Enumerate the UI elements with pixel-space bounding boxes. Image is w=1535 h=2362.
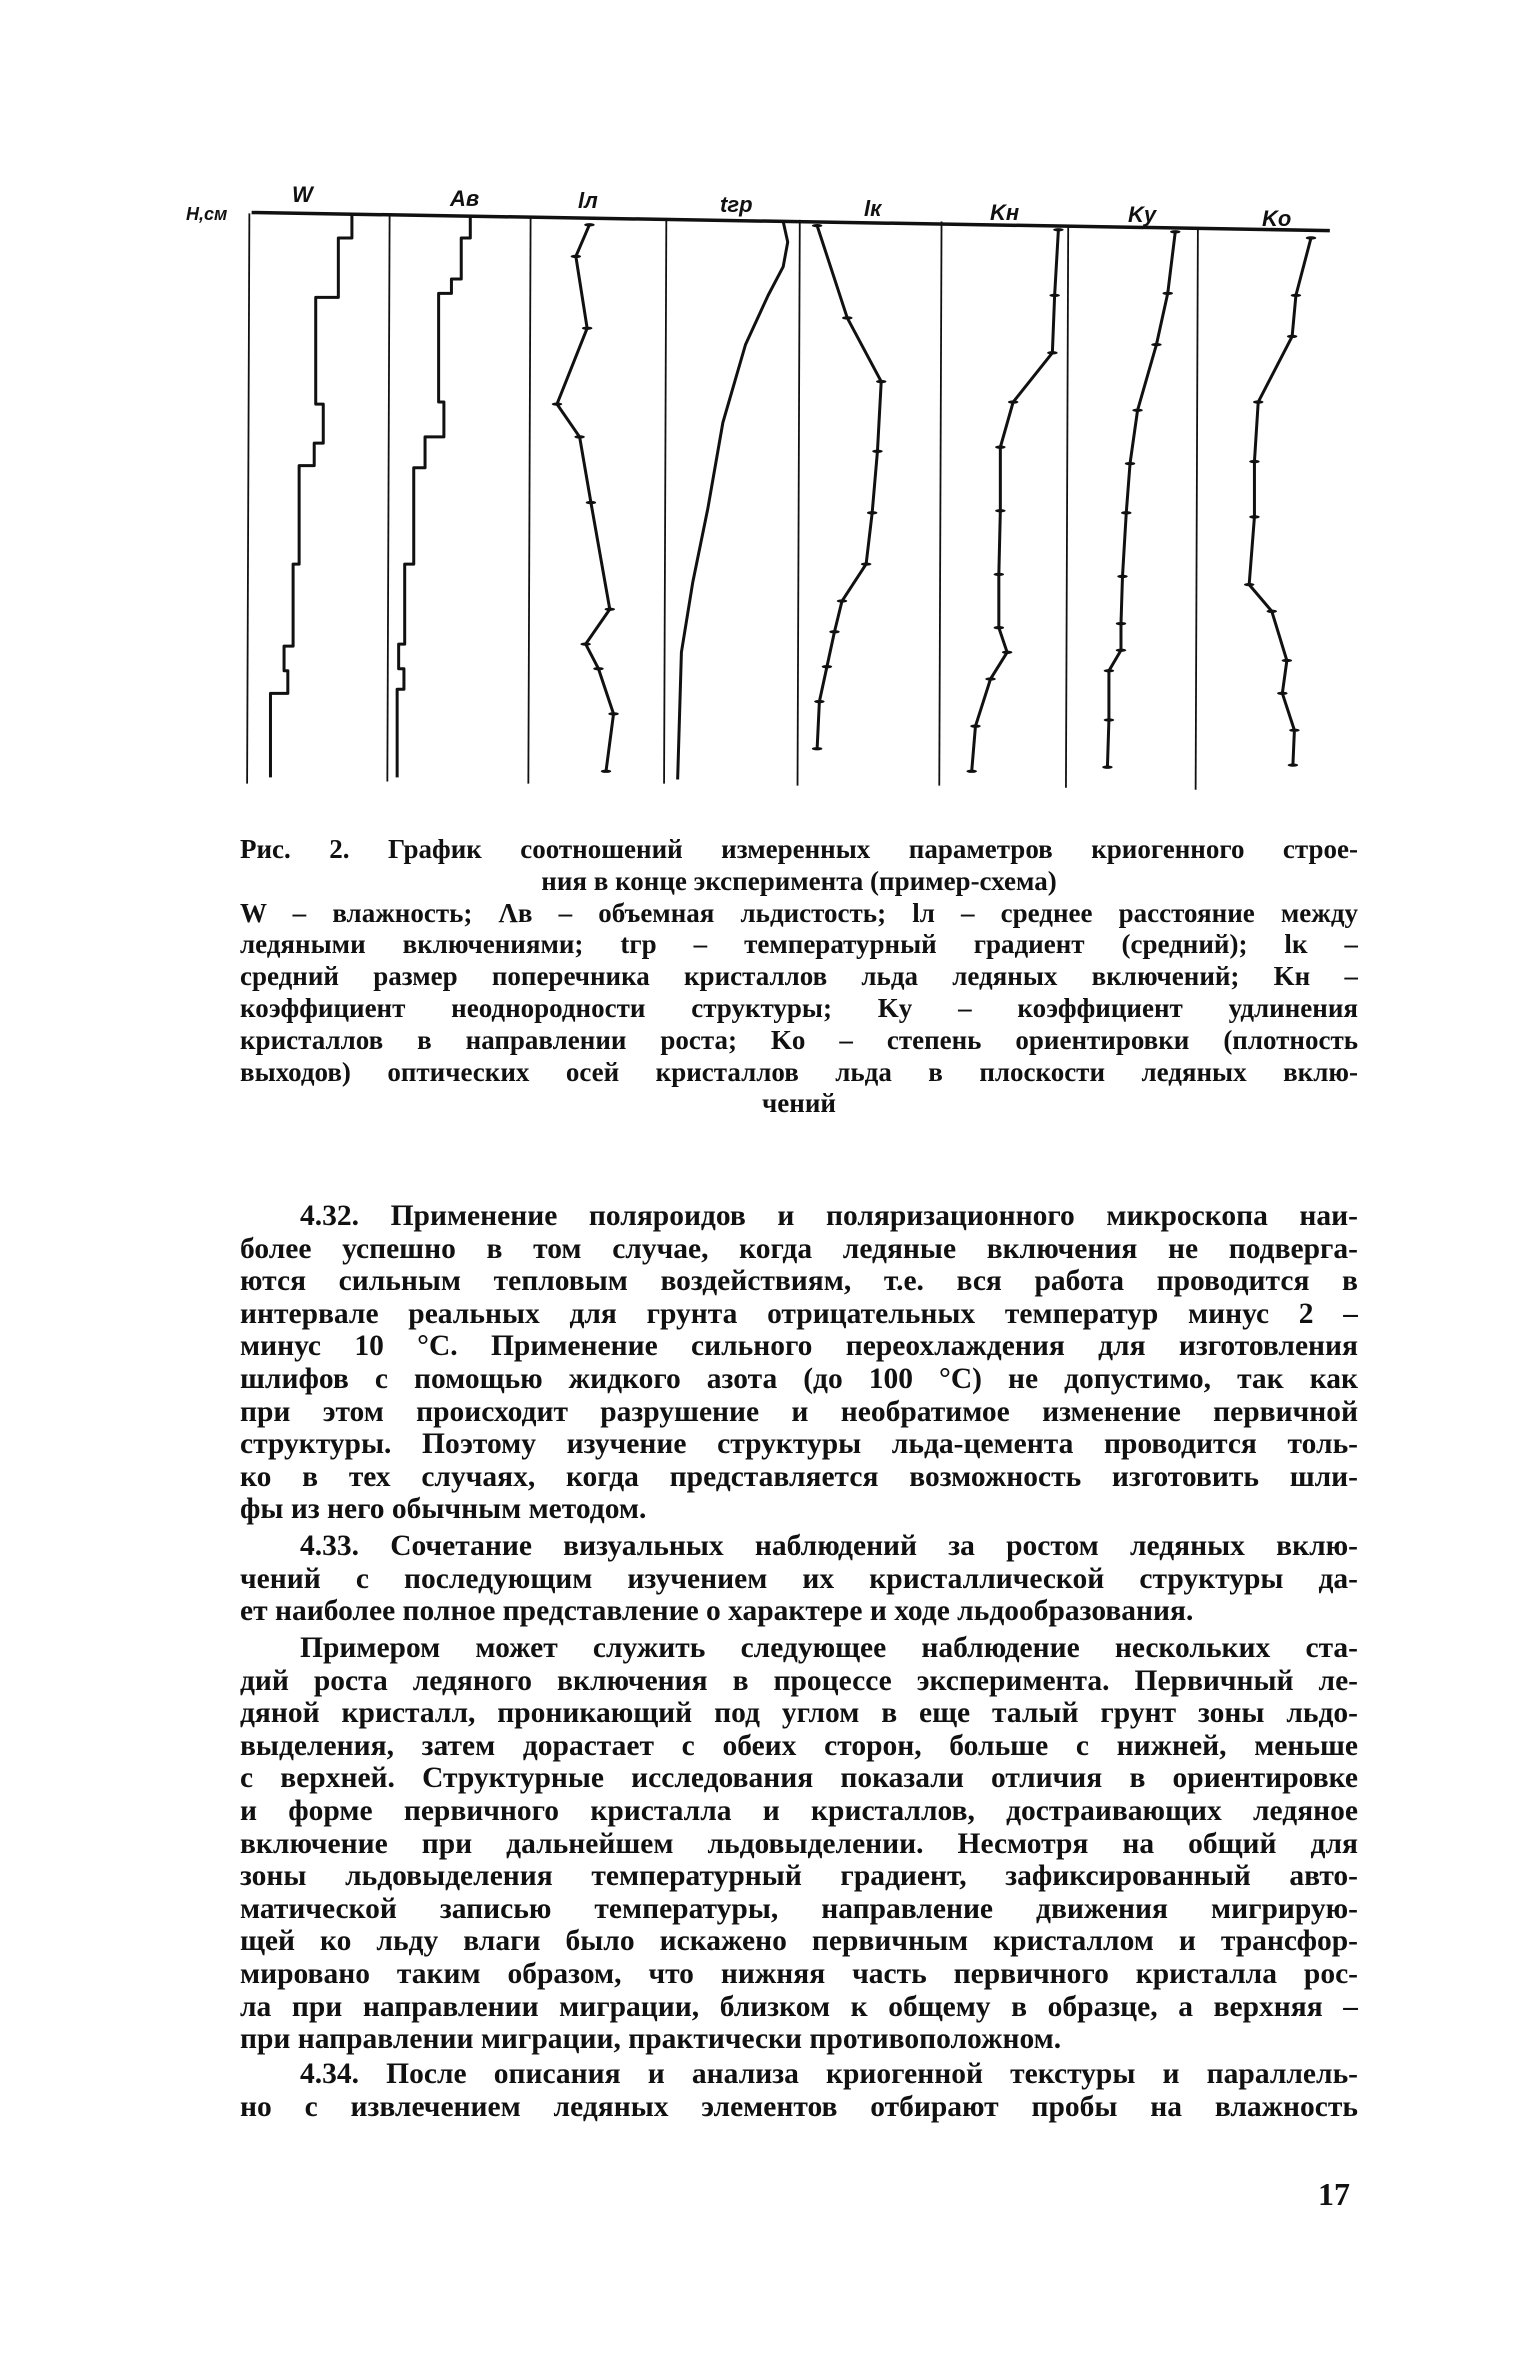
text-line: включение при дальнейшем льдовыделении. Несмотря на общий для — [240, 1827, 1358, 1860]
data-point — [872, 450, 883, 453]
data-point — [1008, 400, 1019, 403]
column-baseline — [664, 218, 666, 783]
caption-legend-line: средний размер поперечника кристаллов льда ледяных включений; Kн – — [240, 961, 1358, 992]
text-line: минус 10 °С. Применение сильного переохлаждения для изготовления — [240, 1330, 1358, 1363]
text-line: дяной кристалл, проникающий под углом в еще талый грунт зоны льдо- — [240, 1697, 1358, 1730]
column-label-ky: Kу — [1128, 202, 1157, 227]
paragraph-4-32 — [240, 1200, 1358, 1526]
data-point — [593, 667, 604, 670]
curve-ab — [397, 217, 470, 777]
data-point — [994, 573, 1005, 576]
data-point — [1289, 729, 1300, 732]
caption-legend-line: выходов) оптических осей кристаллов льда в плоскости ледяных вклю- — [240, 1056, 1358, 1087]
data-point — [586, 501, 597, 504]
column-baseline — [387, 215, 389, 782]
text-line: более успешно в том случае, когда ледяные включения не подверга- — [240, 1232, 1358, 1265]
data-point — [1277, 692, 1288, 695]
text-line: чений с последующим изучением их кристаллической структуры да- — [240, 1562, 1358, 1595]
text-line: 4.33. Сочетание визуальных наблюдений за ростом ледяных вклю- — [300, 1530, 1358, 1562]
data-point — [812, 224, 823, 227]
data-point — [1170, 230, 1181, 233]
data-point — [1267, 610, 1278, 613]
data-point — [580, 642, 591, 645]
column-baseline — [528, 217, 530, 784]
data-point — [995, 446, 1006, 449]
data-point — [608, 712, 619, 715]
paragraph-example — [240, 1632, 1358, 2056]
text-line: выделения, затем дорастает с обеих сторон, больше с нижней, меньше — [240, 1729, 1358, 1762]
data-point — [574, 435, 585, 438]
data-point — [1116, 622, 1127, 625]
data-point — [1132, 409, 1143, 412]
text-line: матической записью температуры, направление движения мигрирую- — [240, 1892, 1358, 1925]
data-point — [1162, 292, 1173, 295]
caption-legend-line: ледяными включениями; tгр – температурный градиент (средний); lк – — [240, 929, 1358, 960]
data-point — [812, 747, 823, 750]
data-point — [814, 700, 825, 703]
column-baseline — [1196, 228, 1198, 790]
data-point — [552, 402, 563, 405]
data-point — [1288, 763, 1299, 766]
paragraph-4-33 — [240, 1530, 1358, 1628]
text-line: дий роста ледяного включения в процессе эксперимента. Первичный ле- — [240, 1664, 1358, 1697]
data-point — [1291, 294, 1302, 297]
data-point — [1306, 236, 1317, 239]
column-label-ko: Kо — [1262, 206, 1292, 231]
column-label-ab: Aв — [450, 186, 480, 211]
curve-tgr — [678, 222, 788, 780]
data-point — [842, 316, 853, 319]
data-point — [1287, 335, 1298, 338]
page-number: 17 — [1318, 2176, 1350, 2212]
data-point — [1249, 460, 1260, 463]
text-line: при направлении миграции, практически противоположном. — [240, 2023, 1062, 2056]
curve-lk — [817, 226, 881, 749]
caption-legend-line: коэффициент неоднородности структуры; Kу – коэффициент удлинения — [240, 992, 1358, 1023]
caption-title-line: Рис. 2. График соотношений измеренных параметров криогенного строе- — [240, 834, 1358, 864]
paragraph-4-34 — [240, 2058, 1358, 2123]
caption-legend-line: кристаллов в направлении роста; Kо – степень ориентировки (плотность — [240, 1024, 1358, 1055]
data-point — [1121, 511, 1132, 514]
data-point — [1244, 583, 1255, 586]
column-label-w: W — [292, 182, 313, 207]
text-line: структуры. Поэтому изучение структуры льда-цемента проводится толь- — [240, 1428, 1358, 1461]
curve-w — [270, 213, 351, 777]
data-point — [1117, 575, 1128, 578]
column-baseline — [1066, 226, 1068, 788]
data-point — [1049, 294, 1060, 297]
data-point — [837, 599, 848, 602]
text-line: 4.34. После описания и анализа криогенной текстуры и параллель- — [300, 2058, 1358, 2090]
data-point — [1116, 649, 1127, 652]
data-point — [601, 770, 612, 773]
curve-ky — [1107, 232, 1175, 767]
column-label-lk: lк — [864, 196, 882, 221]
text-line: зоны льдовыделения температурный градиент, зафиксированный авто- — [240, 1860, 1358, 1893]
data-point — [1151, 343, 1162, 346]
data-point — [995, 509, 1006, 512]
data-point — [829, 630, 840, 633]
column-label-kn: Kн — [990, 200, 1020, 225]
data-point — [1282, 659, 1293, 662]
text-line: и форме первичного кристалла и кристаллов, достраивающих ледяное — [240, 1794, 1358, 1827]
text-line: но с извлечением ледяных элементов отбирают пробы на влажность — [240, 2090, 1358, 2123]
column-baseline — [939, 222, 941, 786]
curve-ll — [557, 225, 614, 771]
data-point — [1102, 766, 1113, 769]
data-point — [876, 380, 887, 383]
caption-legend-line: W – влажность; Λв – объемная льдистость; lл – среднее расстояние между — [240, 897, 1358, 928]
figure-caption — [240, 834, 1358, 1120]
data-point — [582, 327, 593, 330]
data-point — [604, 608, 615, 611]
curve-kn — [972, 230, 1059, 772]
caption-title-line: ния в конце эксперимента (пример-схема) — [541, 865, 1057, 896]
data-point — [994, 626, 1005, 629]
data-point — [584, 223, 595, 226]
text-line: интервале реальных для грунта отрицательных температур минус 2 – — [240, 1297, 1358, 1330]
data-point — [1104, 718, 1115, 721]
data-point — [985, 677, 996, 680]
figure-cryogenic-parameters — [180, 160, 1360, 800]
data-point — [970, 725, 981, 728]
text-line: щей ко льду влаги было искажено первичным кристаллом и трансфор- — [240, 1925, 1358, 1958]
data-point — [1047, 351, 1058, 354]
data-point — [1125, 462, 1136, 465]
text-line: ко в тех случаях, когда представляется возможность изготовить шли- — [240, 1460, 1358, 1493]
column-label-ll: lл — [578, 188, 598, 213]
column-baseline — [247, 213, 249, 783]
axis-label-depth: H,см — [186, 204, 228, 224]
top-axis-line — [252, 213, 1330, 231]
data-point — [1253, 400, 1264, 403]
data-point — [1053, 228, 1064, 231]
data-point — [822, 665, 833, 668]
text-line: Примером может служить следующее наблюдение нескольких ста- — [300, 1632, 1358, 1664]
column-baseline — [798, 220, 800, 786]
text-line: 4.32. Применение поляроидов и поляризационного микроскопа наи- — [300, 1200, 1358, 1232]
text-line: с верхней. Структурные исследования показали отличия в ориентировке — [240, 1762, 1358, 1795]
text-line: фы из него обычным методом. — [240, 1493, 647, 1526]
text-line: ются сильным тепловым воздействиям, т.е. вся работа проводится в — [240, 1265, 1358, 1298]
column-label-tgr: tгр — [720, 192, 753, 217]
data-point — [1002, 651, 1013, 654]
text-line: мировано таким образом, что нижняя часть первичного кристалла рос- — [240, 1957, 1358, 1990]
text-line: при этом происходит разрушение и необратимое изменение первичной — [240, 1395, 1358, 1428]
curve-ko — [1249, 238, 1311, 765]
caption-legend-line: чений — [762, 1088, 836, 1119]
data-point — [1104, 669, 1115, 672]
data-point — [571, 255, 582, 258]
figure-plot — [180, 160, 1360, 800]
data-point — [1249, 515, 1260, 518]
text-line: шлифов с помощью жидкого азота (до 100 °С) не допустимо, так как — [240, 1362, 1358, 1395]
data-point — [867, 511, 878, 514]
text-line: ла при направлении миграции, близком к общему в образце, а верхняя – — [240, 1990, 1358, 2023]
text-line: ет наиболее полное представление о характере и ходе льдообразования. — [240, 1595, 1194, 1628]
data-point — [966, 770, 977, 773]
data-point — [861, 562, 872, 565]
